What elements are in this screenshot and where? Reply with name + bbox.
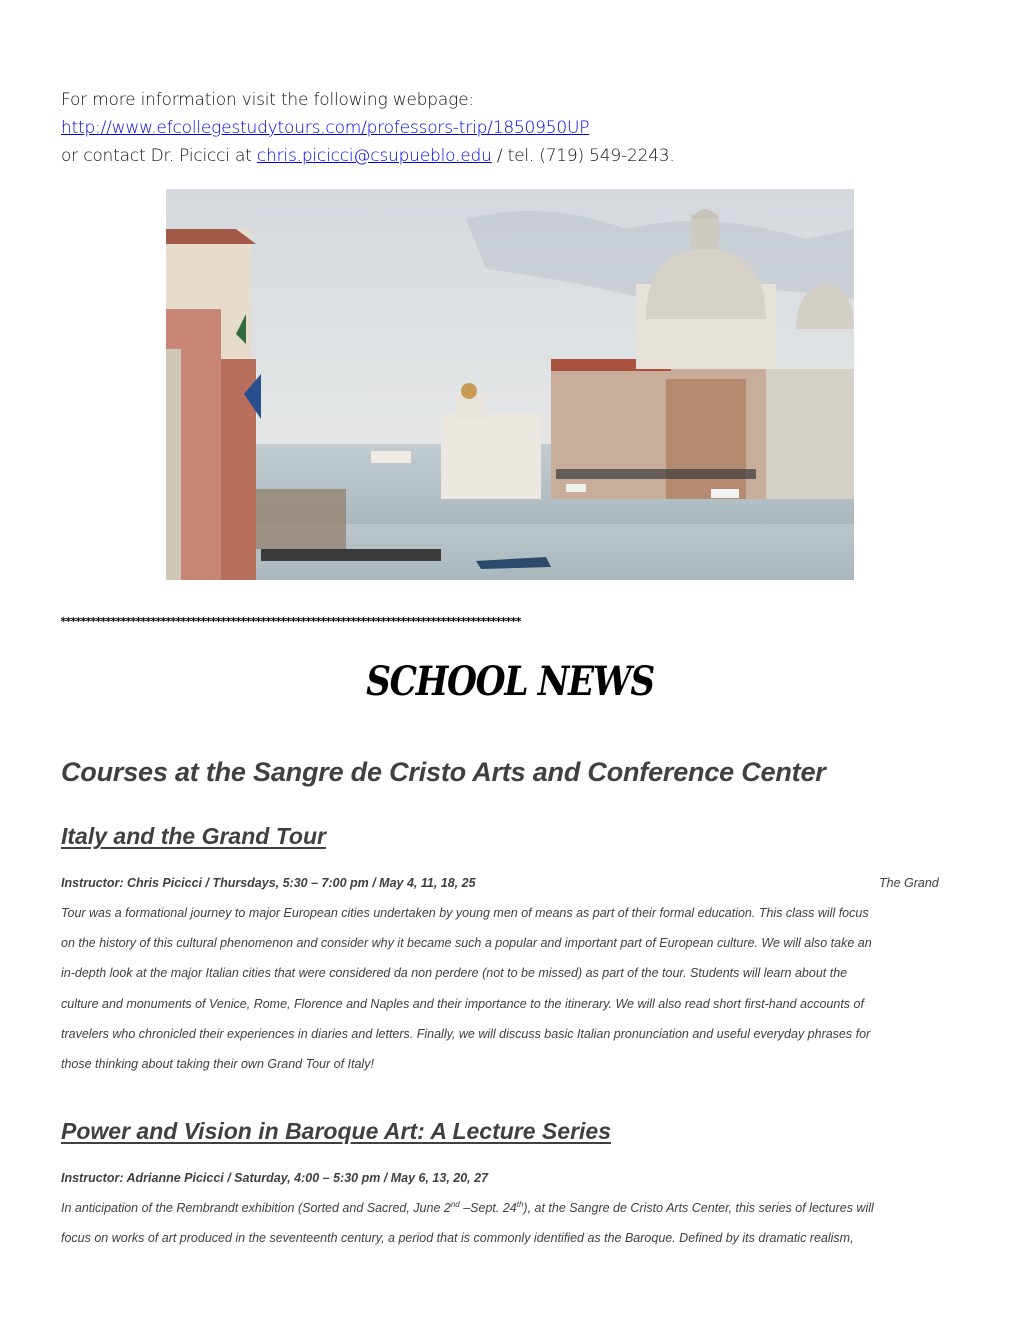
course-title-grand-tour: Italy and the Grand Tour xyxy=(61,823,326,849)
desc-text: –Sept. 24 xyxy=(459,1201,517,1215)
contact-intro: For more information visit the following webpage: xyxy=(61,90,474,110)
asterisk-separator: ******************************************************************************************** xyxy=(60,615,521,628)
contact-prefix: or contact Dr. Picicci at xyxy=(61,146,257,166)
course-desc-line xyxy=(61,1201,874,1215)
tour-webpage-link[interactable]: http://www.efcollegestudytours.com/professors-trip/1850950UP xyxy=(61,118,590,138)
contact-block xyxy=(61,86,675,170)
desc-text: In anticipation of the Rembrandt exhibition (Sorted and Sacred, June 2 xyxy=(61,1201,451,1215)
course-desc-start: The Grand xyxy=(879,876,939,890)
desc-text: ), at the Sangre de Cristo Arts Center, this series of lectures will xyxy=(523,1201,874,1215)
course-desc-line: culture and monuments of Venice, Rome, Florence and Naples and their importance to the itinerary. We will also read short first-hand accounts of xyxy=(61,997,864,1011)
course-meta-grand-tour: Instructor: Chris Picicci / Thursdays, 5:30 – 7:00 pm / May 4, 11, 18, 25 xyxy=(61,876,476,890)
course-desc-line: those thinking about taking their own Grand Tour of Italy! xyxy=(61,1057,374,1071)
email-link[interactable]: chris.picicci@csupueblo.edu xyxy=(256,146,492,166)
venice-grand-canal-photo xyxy=(166,189,854,580)
course-desc-line: on the history of this cultural phenomenon and consider why it became such a popular and important part of European culture. We will also take an xyxy=(61,936,872,950)
course-desc-line: travelers who chronicled their experiences in diaries and letters. Finally, we will discuss basic Italian pronunciation and useful everyday phrases for xyxy=(61,1027,871,1041)
course-meta-baroque: Instructor: Adrianne Picicci / Saturday, 4:00 – 5:30 pm / May 6, 13, 20, 27 xyxy=(61,1171,489,1185)
course-title-baroque: Power and Vision in Baroque Art: A Lecture Series xyxy=(61,1118,611,1144)
courses-section-heading: Courses at the Sangre de Cristo Arts and Conference Center xyxy=(61,757,826,787)
course-desc-line: Tour was a formational journey to major European cities undertaken by young men of means as part of their formal education. This class will focus xyxy=(61,906,869,920)
school-news-title: SCHOOL NEWS xyxy=(366,658,654,705)
course-desc-line: in-depth look at the major Italian cities that were considered da non perdere (not to be missed) as part of the tour. Students will learn about the xyxy=(61,966,848,980)
contact-phone: / tel. (719) 549-2243. xyxy=(491,146,675,166)
ordinal-suffix: nd xyxy=(450,1199,460,1209)
ordinal-suffix: th xyxy=(516,1199,524,1209)
course-desc-line: focus on works of art produced in the seventeenth century, a period that is commonly identified as the Baroque. Defined by its dramatic realism, xyxy=(61,1231,854,1245)
